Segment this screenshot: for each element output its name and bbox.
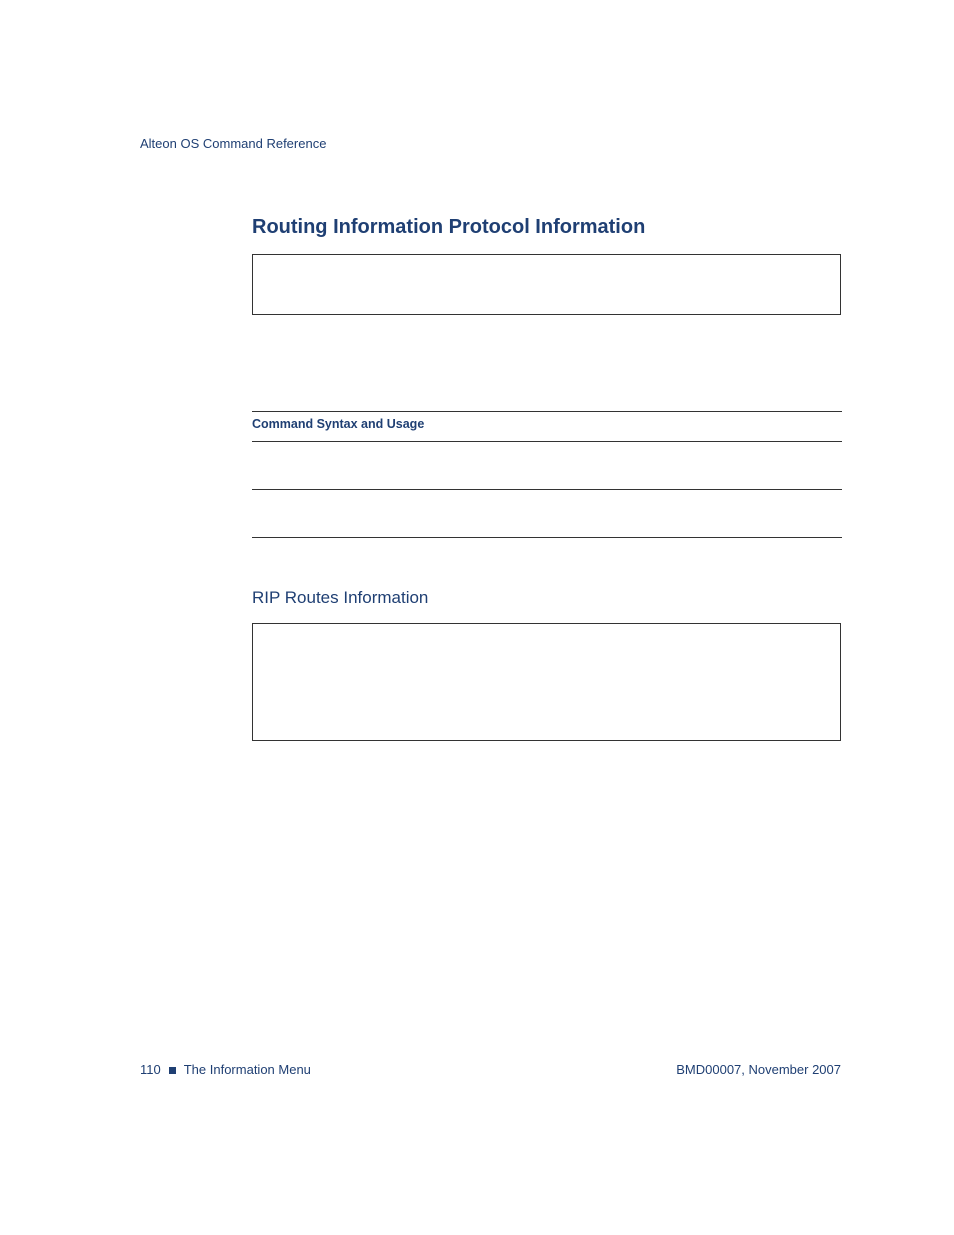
page-number: 110 bbox=[140, 1062, 161, 1077]
table-row-rule bbox=[252, 489, 842, 490]
square-bullet-icon bbox=[169, 1067, 176, 1074]
table-header: Command Syntax and Usage bbox=[252, 417, 425, 431]
section-title: Routing Information Protocol Information bbox=[252, 216, 646, 238]
output-box bbox=[252, 623, 841, 741]
footer-left bbox=[140, 1062, 311, 1078]
table-bottom-rule bbox=[252, 537, 842, 538]
document-id: BMD00007, November 2007 bbox=[676, 1062, 841, 1077]
chapter-title: The Information Menu bbox=[183, 1062, 311, 1077]
table-top-rule bbox=[252, 411, 842, 412]
table-header-rule bbox=[252, 441, 842, 442]
command-box bbox=[252, 254, 841, 315]
subsection-title: RIP Routes Information bbox=[252, 588, 429, 607]
running-header: Alteon OS Command Reference bbox=[140, 136, 327, 151]
